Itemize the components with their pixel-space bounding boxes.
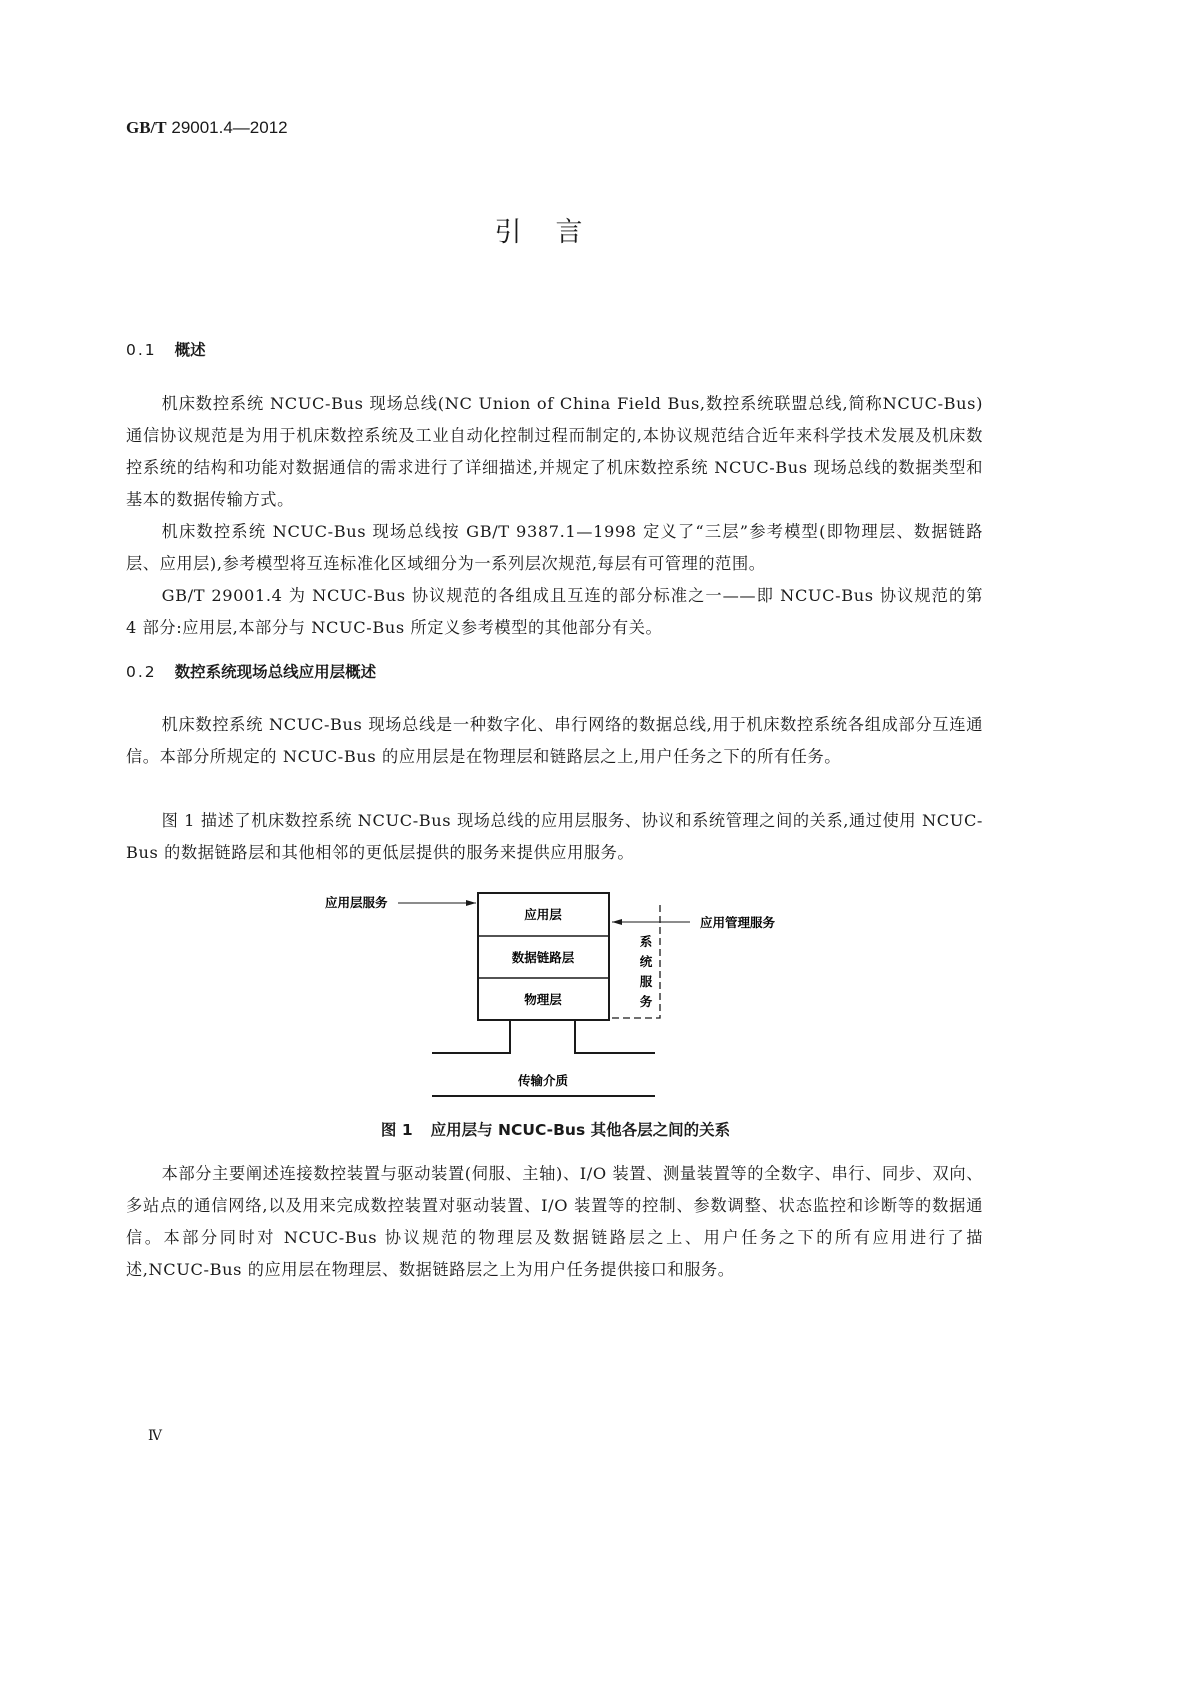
label-system-service-1: 系 bbox=[639, 934, 653, 949]
section-number: 0.2 bbox=[126, 663, 157, 681]
label-app-layer: 应用层 bbox=[524, 907, 562, 922]
page-number: Ⅳ bbox=[148, 1428, 162, 1444]
paragraph: 机床数控系统 NCUC-Bus 现场总线按 GB/T 9387.1—1998 定义了“三层”参考模型(即物理层、数据链路层、应用层),参考模型将互连标准化区域细分为一系列层次规范,每层有可管理的范围。 bbox=[126, 522, 983, 573]
label-datalink-layer: 数据链路层 bbox=[511, 950, 575, 965]
paragraph: 图 1 描述了机床数控系统 NCUC-Bus 现场总线的应用层服务、协议和系统管理之间的关系,通过使用 NCUC-Bus 的数据链路层和其他相邻的更低层提供的服务来提供应用服务。 bbox=[126, 811, 983, 862]
label-system-service-4: 务 bbox=[639, 994, 653, 1009]
figure-caption bbox=[0, 1118, 1111, 1140]
paragraph: 本部分主要阐述连接数控装置与驱动装置(伺服、主轴)、I/O 装置、测量装置等的全数字、串行、同步、双向、多站点的通信网络,以及用来完成数控装置对驱动装置、I/O 装置等的控制、参数调整、状态监控和诊断等的数据通信。本部分同时对 NCUC-Bus 协议规范的物理层及数据链路层之上、用户任务之下的所有应用进行了描述,NCUC-Bus 的应用层在物理层、数据链路层之上为用户任务提供接口和服务。 bbox=[126, 1164, 983, 1279]
bus-connector-right bbox=[575, 1020, 655, 1053]
section-title: 概述 bbox=[174, 341, 206, 359]
label-medium: 传输介质 bbox=[517, 1073, 569, 1088]
label-mgmt-service: 应用管理服务 bbox=[700, 915, 776, 930]
paragraph: 机床数控系统 NCUC-Bus 现场总线是一种数字化、串行网络的数据总线,用于机床数控系统各组成部分互连通信。本部分所规定的 NCUC-Bus 的应用层是在物理层和链路层之上,用户任务之下的所有任务。 bbox=[126, 715, 983, 766]
section-number: 0.1 bbox=[126, 341, 157, 359]
page-title: 引言 bbox=[494, 217, 617, 248]
paragraph: GB/T 29001.4 为 NCUC-Bus 协议规范的各组成且互连的部分标准之一——即 NCUC-Bus 协议规范的第 4 部分:应用层,本部分与 NCUC-Bus 所定义参考模型的其他部分有关。 bbox=[126, 586, 983, 637]
figure-number: 图 1 bbox=[380, 1121, 413, 1139]
section-title: 数控系统现场总线应用层概述 bbox=[174, 663, 377, 681]
doc-number: 29001.4—2012 bbox=[171, 118, 288, 137]
label-system-service-3: 服 bbox=[639, 974, 653, 989]
figure-caption-text: 应用层与 NCUC-Bus 其他各层之间的关系 bbox=[430, 1121, 731, 1139]
bus-connector-left bbox=[432, 1020, 510, 1053]
label-app-service: 应用层服务 bbox=[325, 895, 388, 910]
label-physical-layer: 物理层 bbox=[524, 992, 562, 1007]
paragraph: 机床数控系统 NCUC-Bus 现场总线(NC Union of China Field Bus,数控系统联盟总线,简称NCUC-Bus)通信协议规范是为用于机床数控系统及工业自动化控制过程而制定的,本协议规范结合近年来科学技术发展及机床数控系统的结构和功能对数据通信的需求进行了详细描述,并规定了机床数控系统 NCUC-Bus 现场总线的数据类型和基本的数据传输方式。 bbox=[126, 394, 983, 509]
label-system-service-2: 统 bbox=[639, 954, 653, 969]
doc-prefix: GB/T bbox=[126, 118, 167, 137]
